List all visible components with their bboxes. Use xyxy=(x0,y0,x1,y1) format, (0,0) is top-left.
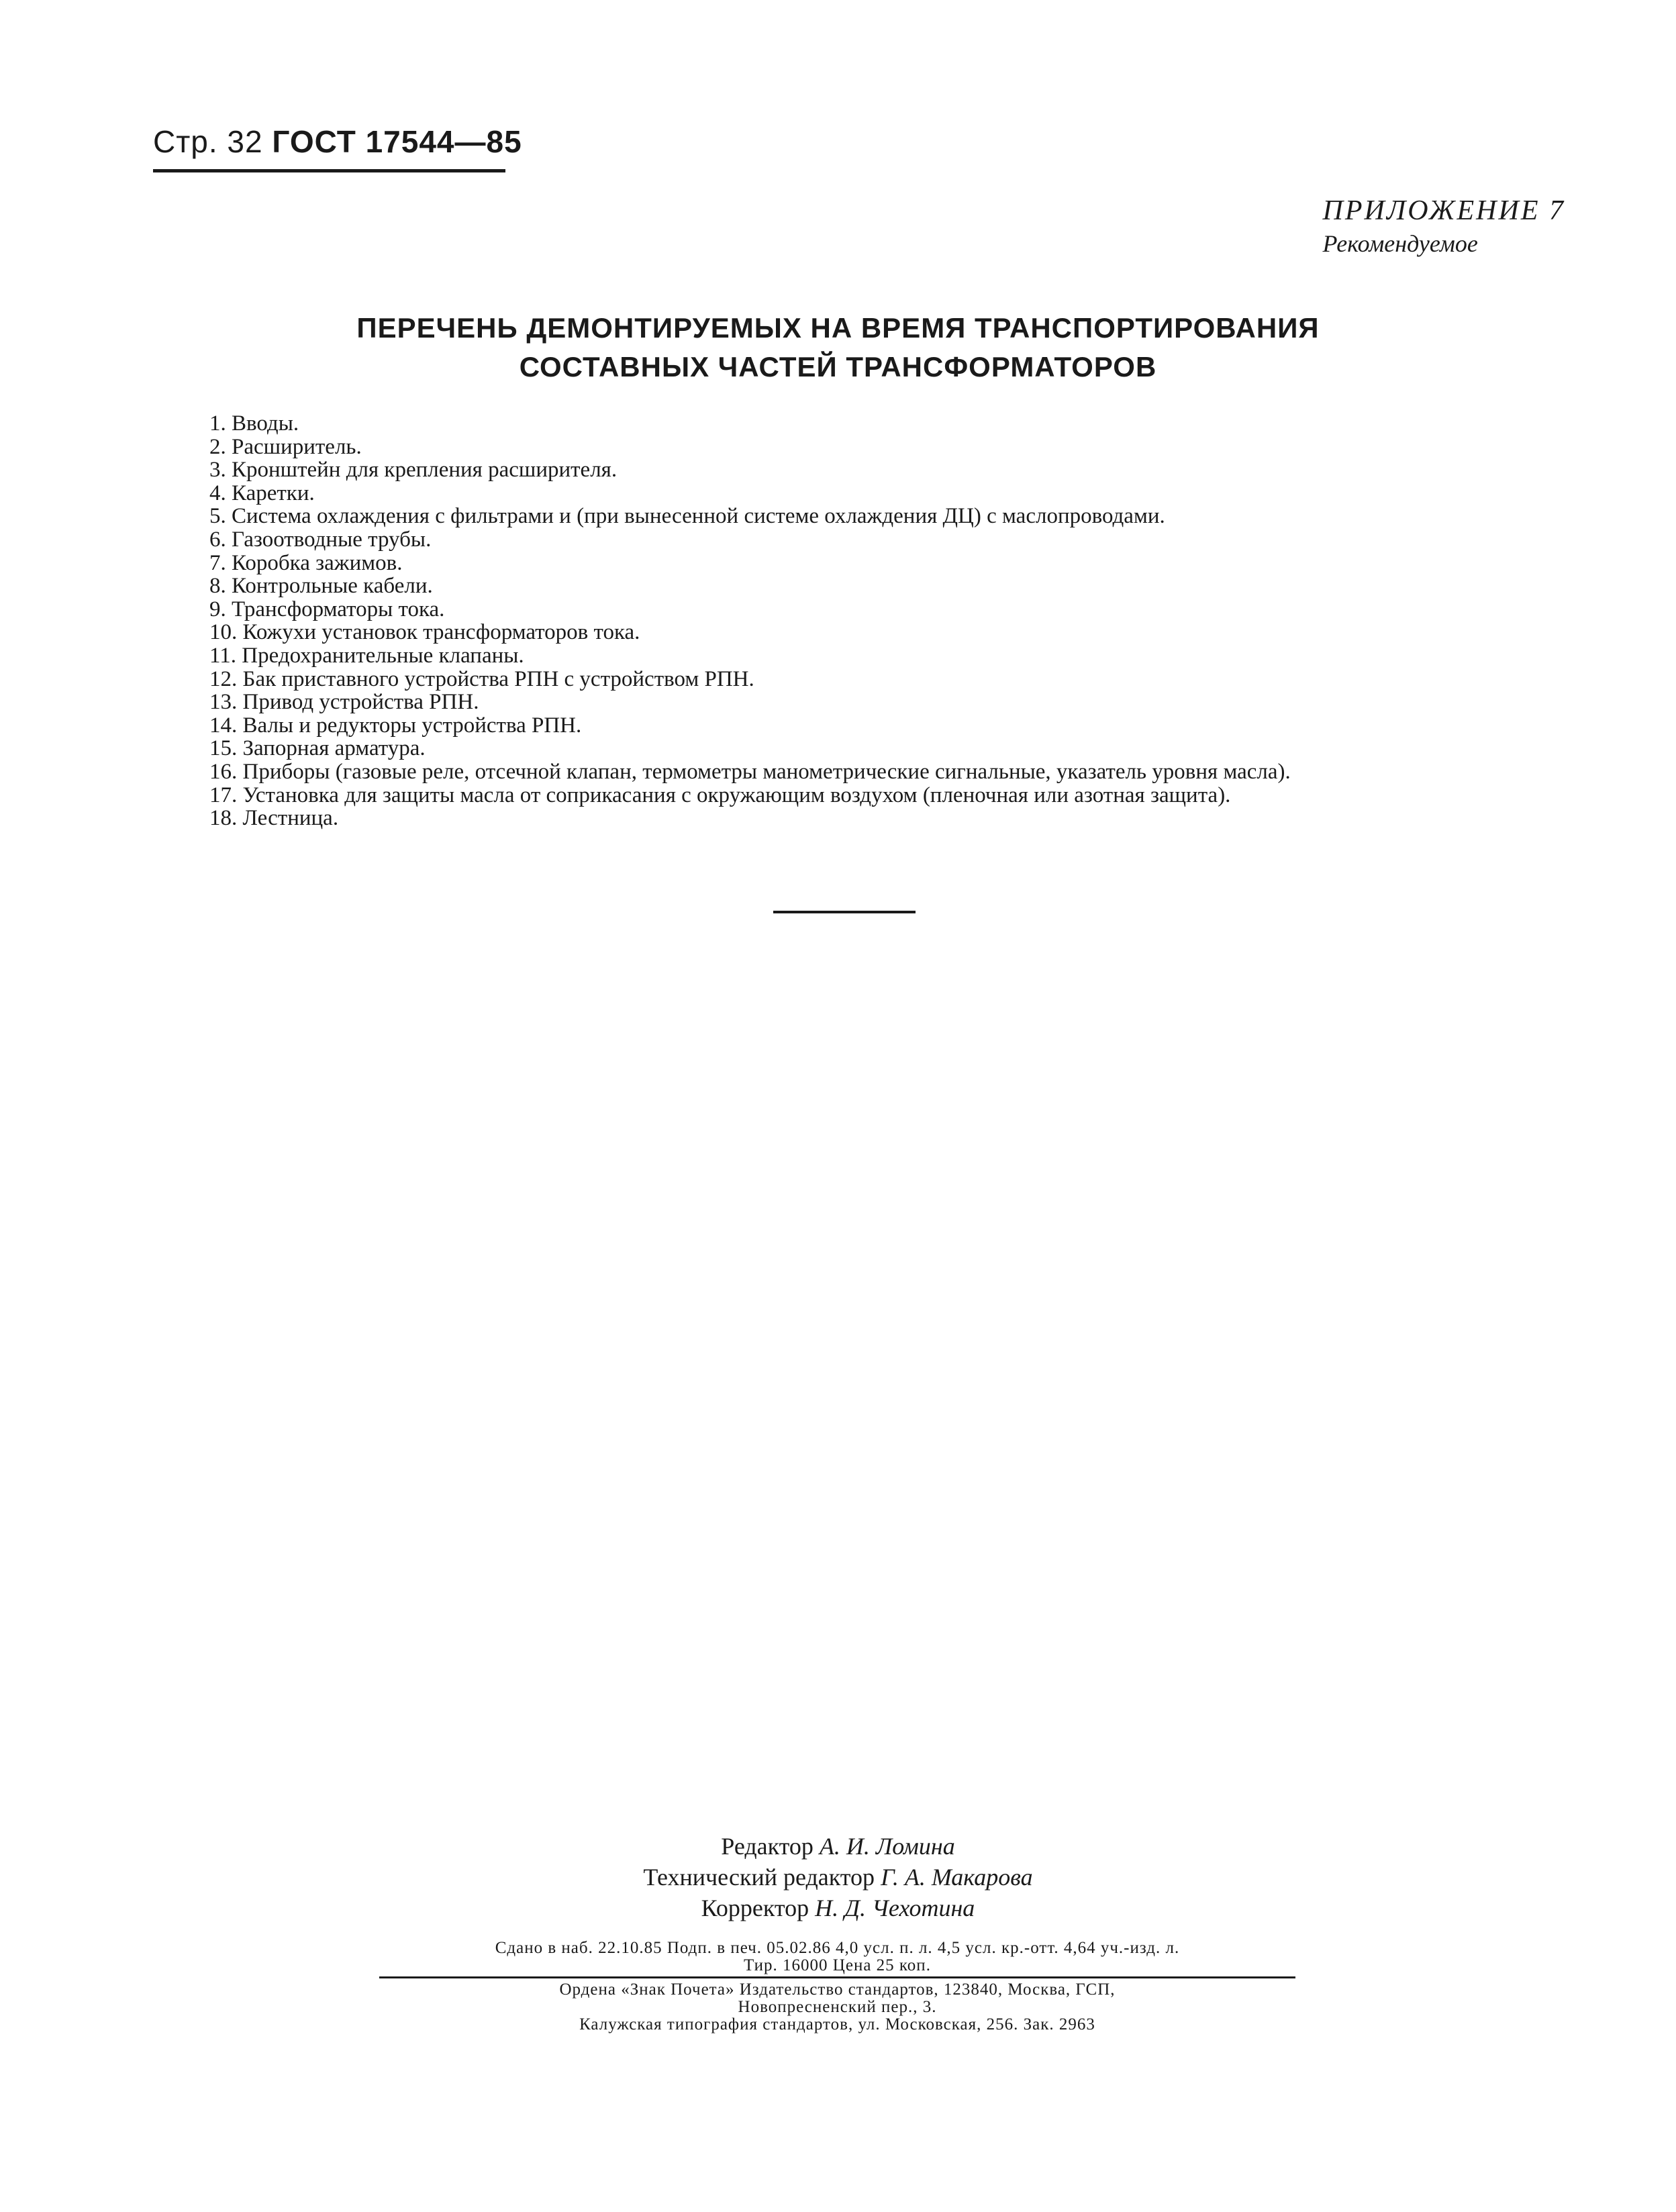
document-title xyxy=(0,309,1676,387)
page-number: Стр. 32 xyxy=(153,124,263,159)
editor-name: А. И. Ломина xyxy=(819,1833,955,1860)
list-item: 14. Валы и редукторы устройства РПН. xyxy=(209,713,582,738)
imprint-publisher: Ордена «Знак Почета» Издательство стандартов, 123840, Москва, ГСП, xyxy=(559,1980,1116,1999)
list-item: 10. Кожухи установок трансформаторов тока. xyxy=(209,620,640,645)
list-item: 16. Приборы (газовые реле, отсечной клапан, термометры манометрические сигнальные, указатель уровня масла). xyxy=(209,759,1291,784)
editor-line xyxy=(0,1831,1676,1862)
header-rule xyxy=(153,169,505,172)
list-item: 6. Газоотводные трубы. xyxy=(209,527,432,552)
list-item: 7. Коробка зажимов. xyxy=(209,550,403,575)
corrector-role: Корректор xyxy=(701,1895,809,1921)
list-item: 13. Привод устройства РПН. xyxy=(209,690,479,715)
credits-block xyxy=(0,1831,1676,1923)
list-item: 2. Расширитель. xyxy=(209,434,362,459)
list-item: 12. Бак приставного устройства РПН с устройством РПН. xyxy=(209,666,754,691)
list-item: 5. Система охлаждения с фильтрами и (при вынесенной системе охлаждения ДЦ) с маслопроводами. xyxy=(209,504,1165,529)
standard-number: ГОСТ 17544—85 xyxy=(272,124,522,159)
list-item: 8. Контрольные кабели. xyxy=(209,574,433,599)
list-item: 1. Вводы. xyxy=(209,411,299,436)
list-item: 15. Запорная арматура. xyxy=(209,736,426,761)
title-line-1: ПЕРЕЧЕНЬ ДЕМОНТИРУЕМЫХ НА ВРЕМЯ ТРАНСПОРТИРОВАНИЯ xyxy=(356,312,1320,344)
list-item: 4. Каретки. xyxy=(209,481,315,505)
imprint-circulation: Тир. 16000 Цена 25 коп. xyxy=(744,1956,931,1974)
end-rule xyxy=(773,911,916,913)
appendix-block xyxy=(1323,195,1565,258)
imprint-address: Новопресненский пер., 3. xyxy=(738,1998,937,2016)
tech-editor-line xyxy=(0,1862,1676,1893)
imprint-rule xyxy=(379,1976,1295,1978)
list-item: 3. Кронштейн для крепления расширителя. xyxy=(209,458,618,483)
parts-list xyxy=(209,412,1552,830)
title-line-2: СОСТАВНЫХ ЧАСТЕЙ ТРАНСФОРМАТОРОВ xyxy=(519,351,1157,383)
list-item: 17. Установка для защиты масла от соприкасания с окружающим воздухом (пленочная или азотная защита). xyxy=(209,783,1231,807)
tech-editor-role: Технический редактор xyxy=(643,1864,875,1891)
list-item: 9. Трансформаторы тока. xyxy=(209,597,445,621)
editor-role: Редактор xyxy=(721,1833,814,1860)
appendix-label: ПРИЛОЖЕНИЕ 7 xyxy=(1322,195,1565,226)
tech-editor-name: Г. А. Макарова xyxy=(881,1864,1033,1891)
appendix-status: Рекомендуемое xyxy=(1322,230,1478,257)
list-item: 18. Лестница. xyxy=(209,806,339,831)
corrector-name: Н. Д. Чехотина xyxy=(815,1895,975,1921)
imprint-printer: Калужская типография стандартов, ул. Московская, 256. Зак. 2963 xyxy=(579,2015,1095,2033)
imprint-print-data: Сдано в наб. 22.10.85 Подп. в печ. 05.02.86 4,0 усл. п. л. 4,5 усл. кр.-отт. 4,64 уч.-изд. л. xyxy=(495,1939,1180,1957)
imprint-block xyxy=(379,1940,1295,2033)
corrector-line xyxy=(0,1893,1676,1923)
list-item: 11. Предохранительные клапаны. xyxy=(209,643,524,668)
page-header xyxy=(153,123,522,160)
